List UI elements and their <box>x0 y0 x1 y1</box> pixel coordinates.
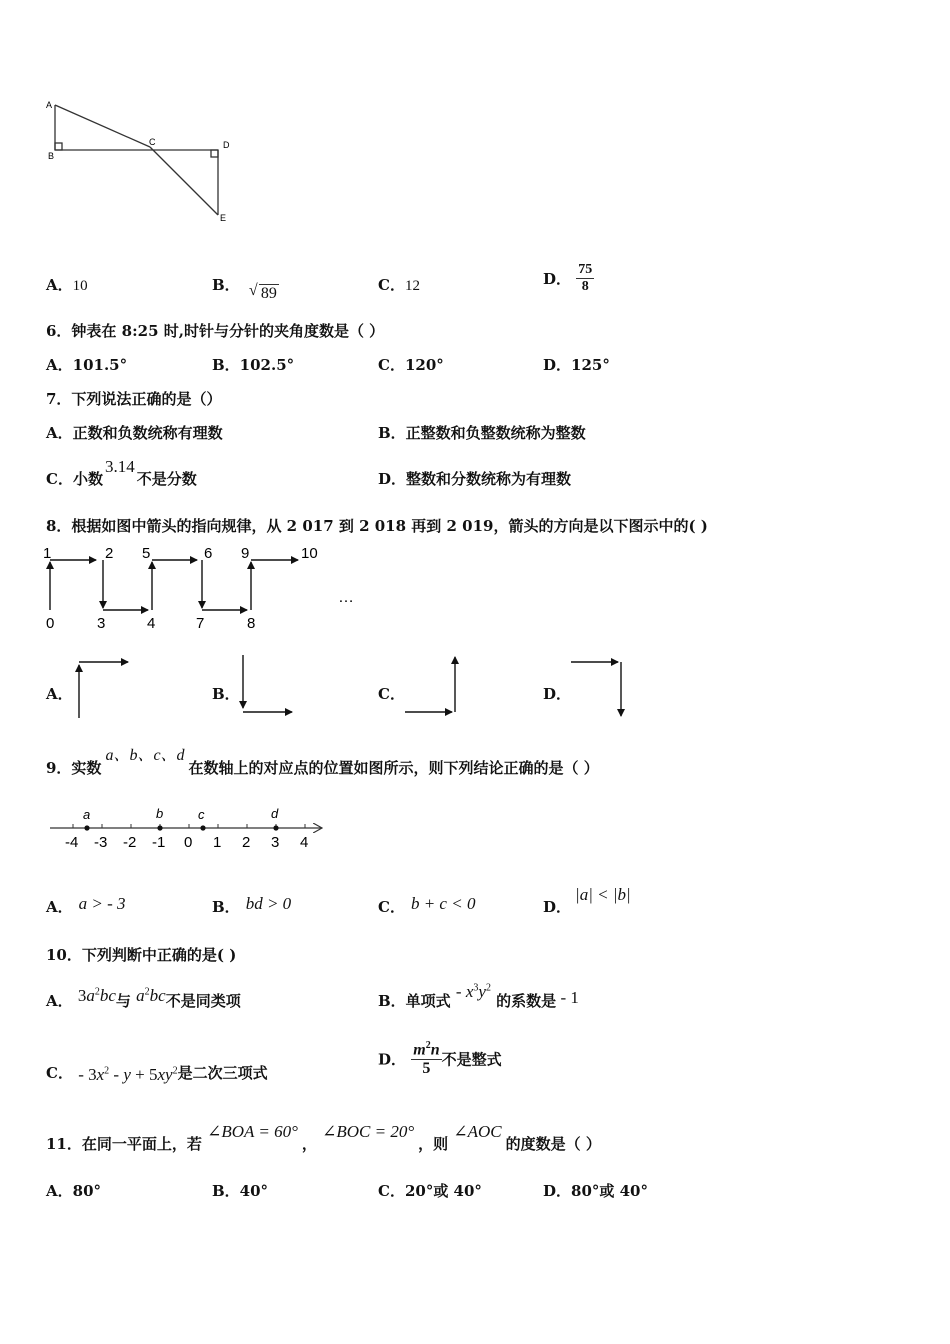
arrow-pattern-figure <box>40 540 370 640</box>
option-value: 12 <box>404 278 420 294</box>
math-angle-boa: ∠BOA = 60° <box>207 1122 298 1141</box>
tick-label: -2 <box>123 834 137 851</box>
q11-option-d[interactable]: D．80°或 40° <box>543 1182 648 1200</box>
numerator: 75 <box>578 262 593 277</box>
point-b <box>157 825 162 830</box>
option-label: C． <box>378 898 405 916</box>
q10-option-b[interactable] <box>378 982 579 1011</box>
q8-option-d-arrows[interactable] <box>566 650 636 725</box>
point-c <box>200 825 205 830</box>
option-label: A． <box>46 276 73 294</box>
seq-num: 9 <box>241 545 250 562</box>
option-math: b + c < 0 <box>410 894 476 913</box>
point-d <box>273 825 278 830</box>
q6-stem: 6．钟表在 8:25 时,时针与分针的夹角度数是（ ） <box>46 322 385 340</box>
option-value: 10 <box>72 278 88 294</box>
option-math: a > - 3 <box>78 894 126 913</box>
q7-option-d[interactable]: D．整数和分数统称为有理数 <box>378 470 572 488</box>
q10-stem: 10．下列判断中正确的是( ) <box>46 946 237 964</box>
point-label-e: E <box>220 213 227 223</box>
q8-option-d-label[interactable]: D． <box>543 685 572 703</box>
math-3a2bc: $3a^2bc$ <box>77 986 116 1005</box>
option-label: C． <box>378 276 405 294</box>
seq-num: 4 <box>147 615 156 632</box>
option-text: 不是同类项 <box>165 992 241 1010</box>
q9-option-a[interactable] <box>46 896 126 917</box>
fraction-m2n-5: $\frac{m^2n}{5}$ <box>413 1040 440 1078</box>
stem-text: 在数轴上的对应点的位置如图所示，则下列结论正确的是（ ） <box>188 759 599 777</box>
q5-option-b[interactable] <box>212 274 279 302</box>
option-text: 不是整式 <box>441 1050 502 1069</box>
option-label: B．单项式 <box>378 992 451 1010</box>
math-a2bc: $a^2bc$ <box>136 986 166 1005</box>
q8-stem: 8．根据如图中箭头的指向规律，从 2 017 到 2 018 再到 2 019，箭头的方向是以下图示中的( ) <box>46 517 708 535</box>
tick-label: -4 <box>65 834 79 851</box>
point-label-d: D <box>223 140 230 150</box>
q8-option-b-arrows[interactable] <box>236 650 306 725</box>
option-text: 的系数是 <box>496 992 557 1010</box>
stem-text: 的度数是（ ） <box>505 1135 601 1153</box>
q11-option-a[interactable]: A．80° <box>46 1182 102 1200</box>
seq-num: 1 <box>43 545 52 562</box>
tick-label: 4 <box>300 834 309 851</box>
math-neg-x3y2: - $x^3y^2$ <box>455 982 491 1001</box>
tick-label: -3 <box>94 834 108 851</box>
q11-option-c[interactable]: C．20°或 40° <box>378 1182 482 1200</box>
triangle-figure <box>40 95 240 225</box>
stem-text: ， <box>301 1135 317 1153</box>
q5-option-c[interactable] <box>378 274 420 295</box>
q10-option-d[interactable] <box>378 1040 502 1078</box>
fraction-75-8 <box>576 262 594 295</box>
seq-num: 10 <box>301 545 318 562</box>
point-label-b: B <box>48 151 55 161</box>
point-label-d: d <box>271 806 279 821</box>
option-label: D． <box>378 1050 407 1069</box>
option-label: A． <box>46 898 73 916</box>
sqrt-radicand: 89 <box>260 285 277 302</box>
tick-label: 0 <box>184 834 193 851</box>
sqrt-expression: √ 89 <box>248 282 277 302</box>
tick-label: 1 <box>213 834 222 851</box>
stem-text: 9．实数 <box>46 759 102 777</box>
seq-num: 3 <box>97 615 106 632</box>
stem-text: 11．在同一平面上，若 <box>46 1135 202 1153</box>
tick-label: -1 <box>152 834 166 851</box>
q11-stem <box>46 1122 601 1154</box>
q9-stem <box>46 747 599 778</box>
math-vars: a、b、c、d <box>105 747 185 764</box>
option-math: |a| < |b| <box>575 885 631 904</box>
point-label-c: C <box>149 137 156 147</box>
point-label-a: a <box>83 807 91 822</box>
q9-option-c[interactable] <box>378 896 475 917</box>
option-label: C． <box>46 1064 73 1082</box>
seq-num: 8 <box>247 615 256 632</box>
seq-num: 5 <box>142 545 151 562</box>
q8-option-c-label[interactable]: C． <box>378 685 405 703</box>
q6-option-a[interactable]: A．101.5° <box>46 356 128 374</box>
option-text: 不是分数 <box>136 470 197 488</box>
q7-option-b[interactable]: B．正整数和负整数统称为整数 <box>378 424 586 442</box>
point-a <box>84 825 89 830</box>
q7-option-c[interactable] <box>46 457 197 489</box>
q8-option-a-label[interactable]: A． <box>46 685 73 703</box>
math-polynomial: - $3x^2 - y + 5xy^2$ <box>78 1065 178 1084</box>
q8-option-b-label[interactable]: B． <box>212 685 240 703</box>
math-neg-1: - 1 <box>556 988 579 1007</box>
option-label: D． <box>543 270 572 288</box>
option-label: B． <box>212 276 240 294</box>
q5-option-a[interactable] <box>46 274 88 295</box>
math-3-14: 3.14 <box>104 457 135 476</box>
seq-num: 2 <box>105 545 114 562</box>
math-angle-boc: ∠BOC = 20° <box>322 1122 415 1141</box>
q6-option-b[interactable]: B．102.5° <box>212 356 295 374</box>
q7-stem: 7．下列说法正确的是（） <box>46 390 222 408</box>
q9-option-d[interactable] <box>543 885 631 917</box>
math-angle-aoc: ∠AOC <box>453 1122 502 1141</box>
option-text: 与 <box>115 992 131 1010</box>
option-math: bd > 0 <box>245 894 292 913</box>
number-line <box>48 800 338 860</box>
option-label: D． <box>543 898 572 916</box>
q10-option-a[interactable] <box>46 986 241 1011</box>
stem-text: ，则 <box>418 1135 449 1153</box>
q6-option-c[interactable]: C．120° <box>378 356 444 374</box>
point-label-c: c <box>198 807 205 822</box>
denominator: 8 <box>581 279 589 294</box>
option-label: B． <box>212 898 240 916</box>
ellipsis: … <box>338 589 354 606</box>
tick-label: 2 <box>242 834 251 851</box>
option-text: C．小数 <box>46 470 103 488</box>
q6-option-d[interactable]: D．125° <box>543 356 610 374</box>
seq-num: 6 <box>204 545 213 562</box>
point-label-a: A <box>46 100 53 110</box>
seq-num: 0 <box>46 615 55 632</box>
option-label: A． <box>46 992 73 1010</box>
q10-option-c[interactable] <box>46 1062 268 1083</box>
q8-option-a-arrows[interactable] <box>70 650 140 725</box>
seq-num: 7 <box>196 615 205 632</box>
option-text: 是二次三项式 <box>177 1064 268 1082</box>
q9-option-b[interactable] <box>212 896 291 917</box>
q8-option-c-arrows[interactable] <box>400 650 470 725</box>
q5-option-d[interactable] <box>543 262 594 295</box>
tick-label: 3 <box>271 834 280 851</box>
point-label-b: b <box>156 806 164 821</box>
q11-option-b[interactable]: B．40° <box>212 1182 269 1200</box>
q7-option-a[interactable]: A．正数和负数统称有理数 <box>46 424 223 442</box>
